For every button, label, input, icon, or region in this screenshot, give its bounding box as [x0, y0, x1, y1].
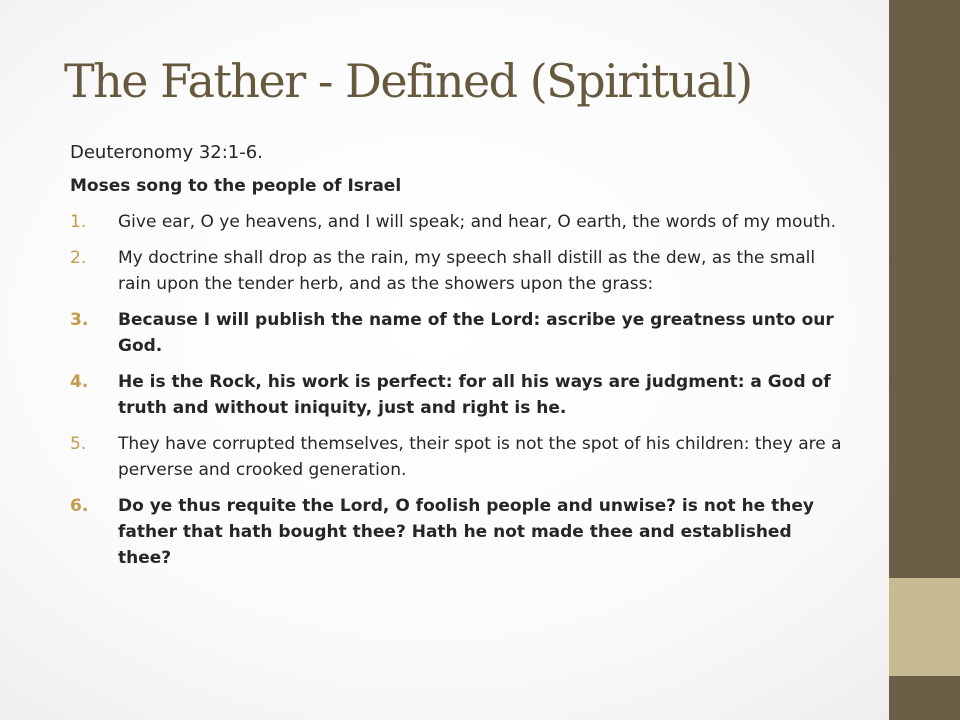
verse-item: [70, 431, 850, 483]
verse-number: 5.: [70, 434, 87, 454]
verse-text: Because I will publish the name of the Lord: ascribe ye greatness unto our God.: [118, 310, 834, 356]
verse-text: Give ear, O ye heavens, and I will speak; and hear, O earth, the words of my mouth.: [118, 212, 837, 232]
passage-heading: Moses song to the people of Israel: [70, 176, 402, 196]
verse-text: He is the Rock, his work is perfect: for all his ways are judgment: a God of truth and without iniquity, just and right is he.: [118, 372, 831, 418]
verse-number: 2.: [70, 248, 87, 268]
verse-item: [70, 209, 850, 235]
verse-text: Do ye thus requite the Lord, O foolish people and unwise? is not he they father that hath bought thee? Hath he not made thee and established thee?: [118, 496, 814, 568]
sidebar-accent-block: [889, 578, 960, 676]
verse-item: [70, 369, 850, 421]
slide-title: The Father - Defined (Spiritual): [64, 54, 752, 108]
verse-number: 3.: [70, 310, 89, 330]
verse-text: My doctrine shall drop as the rain, my speech shall distill as the dew, as the small rain upon the tender herb, and as the showers upon the grass:: [118, 248, 816, 294]
verse-item: [70, 245, 850, 297]
scripture-reference: Deuteronomy 32:1-6.: [70, 142, 263, 163]
verse-text: They have corrupted themselves, their spot is not the spot of his children: they are a perverse and crooked generation.: [118, 434, 842, 480]
verse-number: 1.: [70, 212, 87, 232]
verse-number: 4.: [70, 372, 89, 392]
verse-item: [70, 307, 850, 359]
decorative-sidebar: [889, 0, 960, 720]
verse-number: 6.: [70, 496, 89, 516]
verse-list: [70, 209, 850, 571]
slide-content: [70, 140, 850, 581]
verse-item: [70, 493, 850, 571]
